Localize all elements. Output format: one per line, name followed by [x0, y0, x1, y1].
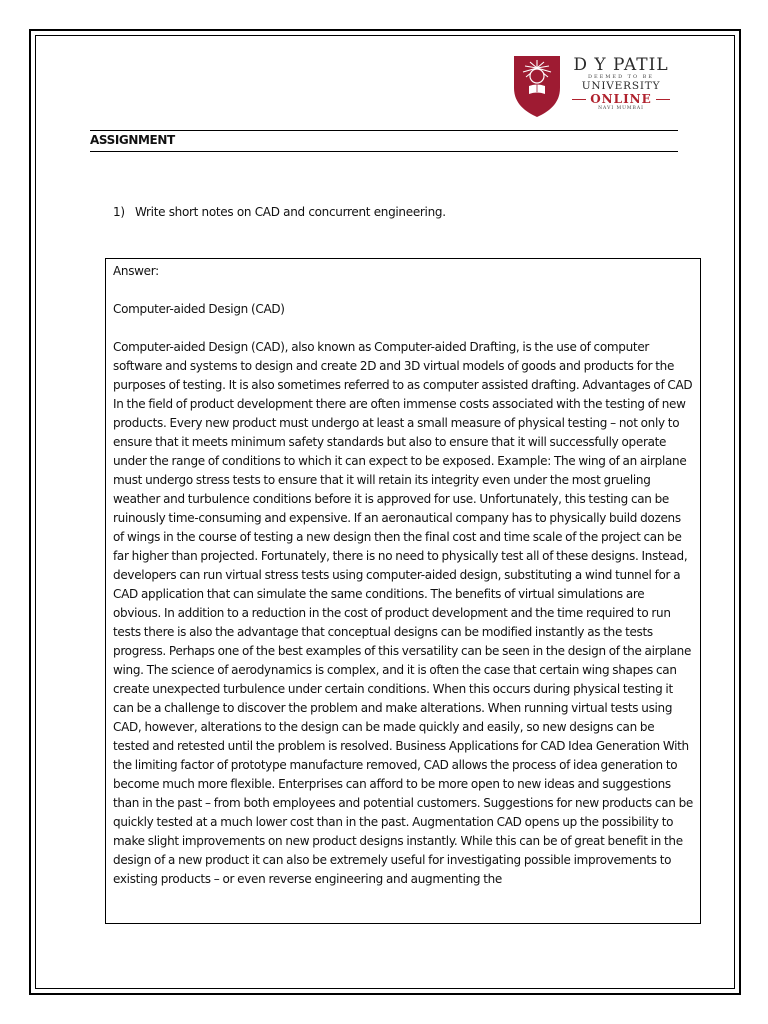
brand-online: [566, 92, 676, 106]
question: [113, 205, 446, 219]
header-rule-bottom: [90, 151, 678, 152]
question-number: 1): [113, 205, 125, 219]
shield-icon: [512, 54, 562, 118]
topic-title: Computer-aided Design (CAD): [113, 302, 285, 316]
brand-university: UNIVERSITY: [581, 80, 661, 92]
page-title: ASSIGNMENT: [90, 133, 175, 147]
brand-online-text: ONLINE: [590, 92, 652, 106]
answer-label: Answer:: [113, 264, 159, 278]
question-text: Write short notes on CAD and concurrent engineering.: [135, 205, 446, 219]
university-logo: [508, 54, 676, 120]
header-rule-top: [90, 130, 678, 131]
logo-text: [566, 56, 676, 112]
brand-city: NAVI MUMBAI: [598, 106, 644, 111]
brand-deemed: DEEMED TO BE: [587, 74, 655, 80]
dash-right: [656, 99, 670, 100]
dash-left: [572, 99, 586, 100]
answer-box: [105, 258, 701, 924]
brand-name: D Y PATIL: [573, 55, 669, 75]
answer-body: Computer-aided Design (CAD), also known as Computer-aided Drafting, is the use of computer software and systems to design and create 2D and 3D virtual models of goods and products for the purposes of testing. It is also sometimes referred to as computer assisted drafting. Advantages of CAD In the field of product development there are often immense costs associated with the testing of new products. Every new product must undergo at least a small measure of physical testing – not only to ensure that it meets minimum safety standards but also to ensure that it will successfully operate under the range of conditions to which it can expect to be exposed. Example: The wing of an airplane must undergo stress tests to ensure that it will retain its integrity even under the most grueling weather and turbulence conditions before it is approved for use. Unfortunately, this testing can be ruinously time-consuming and expensive. If an aeronautical company has to physically build dozens of wings in the course of testing a new design then the final cost and time scale of the project can be far higher than projected. Fortunately, there is no need to physically test all of these designs. Instead, developers can run virtual stress tests using computer-aided design, substituting a wind tunnel for a CAD application that can simulate the same conditions. The benefits of virtual simulations are obvious. In addition to a reduction in the cost of product development and the time required to run tests there is also the advantage that conceptual designs can be modified instantly as the tests progress. Perhaps one of the best examples of this versatility can be seen in the design of the airplane wing. The science of aerodynamics is complex, and it is often the case that certain wing shapes can create unexpected turbulence under certain conditions. When this occurs during physical testing it can be a challenge to discover the problem and make alterations. When running virtual tests using CAD, however, alterations to the design can be made quickly and easily, so new designs can be tested and retested until the problem is resolved. Business Applications for CAD Idea Generation With the limiting factor of prototype manufacture removed, CAD allows the process of idea generation to become much more flexible. Enterprises can afford to be more open to new ideas and suggestions than in the past – from both employees and potential customers. Suggestions for new products can be quickly tested at a much lower cost than in the past. Augmentation CAD opens up the possibility to make slight improvements on new product designs instantly. While this can be of great benefit in the design of a new product it can also be extremely useful for investigating possible improvements to existing products – or even reverse engineering and augmenting the: [113, 340, 693, 886]
